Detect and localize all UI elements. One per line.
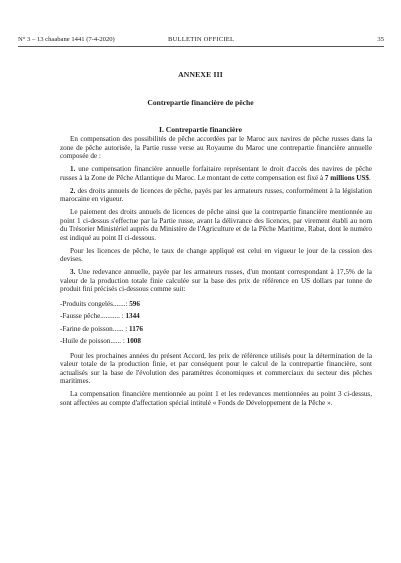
item-1-text: une compensation financière annuelle forfaitaire représentant le droit d'accès des navires de pêche russes à la Zone de Pêche Atlantique du Maroc. Le montant de cette compensation est fixé à <box>60 165 372 182</box>
product-price: 1176 <box>129 324 143 333</box>
item-1-amount: 7 millions US$ <box>324 173 369 182</box>
publication-name: BULLETIN OFFICIEL <box>168 36 235 43</box>
item-2-paragraph <box>60 187 372 204</box>
price-row-fish-meal <box>60 323 372 335</box>
item-1-end: . <box>368 173 371 182</box>
item-1-number: 1. <box>70 165 76 174</box>
page-number: 35 <box>377 36 384 43</box>
document-title: Contrepartie financière de pêche <box>147 98 254 107</box>
header-rule <box>18 46 384 47</box>
allocation-paragraph: La compensation financière mentionnée au point 1 et les redevances mentionnées au point 3 ci-dessus, sont affectées au compte d'affectation spécial intitulé « Fonds de Développement de la Pêche ». <box>60 390 372 407</box>
product-label: -Farine de poisson...... : <box>60 324 130 333</box>
reference-prices-paragraph: Pour les prochaines années du présent Accord, les prix de référence utilisés pour la détermination de la valeur totale de la production finie, et par conséquent pour le calcul de la contrepartie financière, sont actualisés sur la base de l'évolution des paramètres économiques et commerciaux du secteur des pêches maritimes. <box>60 351 372 386</box>
price-row-fausse-peche <box>60 310 372 322</box>
price-row-frozen-products <box>60 298 372 310</box>
intro-paragraph: En compensation des possibilités de pêche accordées par le Maroc aux navires de pêche russes dans la zone de pêche autorisée, la Partie russe verse au Royaume du Maroc une contrepartie financière annuelle composée de : <box>60 135 372 161</box>
product-price: 1344 <box>125 312 140 321</box>
product-label: -Huile de poisson...... : <box>60 336 127 345</box>
item-1-paragraph <box>60 165 372 182</box>
annex-title: ANNEXE III <box>178 70 223 79</box>
issue-date: N° 3 – 13 chaabane 1441 (7-4-2020) <box>18 36 115 43</box>
item-2-text: des droits annuels de licences de pêche, payés par les armateurs russes, conformément à la législation marocaine en vigueur. <box>60 186 372 204</box>
reference-price-list <box>60 298 372 347</box>
section-title: I. Contrepartie financière <box>158 125 243 134</box>
product-label: -Fausse pêche........... : <box>60 312 126 321</box>
product-price: 596 <box>129 300 140 309</box>
payment-paragraph: Le paiement des droits annuels de licences de pêche ainsi que la contrepartie financière mentionnée au point 1 ci-dessus s'effectue par la Partie russe, avant la délivrance des licences, par virement établi au nom du Trésorier Ministériel auprès du Ministère de l'Agriculture et de la Pêche Maritime, Rabat, dont le numéro est indiqué au point II ci-dessous. <box>60 208 372 242</box>
product-label: -Produits congelés.......: <box>60 300 130 309</box>
price-row-fish-oil <box>60 335 372 347</box>
item-2-number: 2. <box>70 186 76 195</box>
item-3-number: 3. <box>70 268 76 277</box>
product-price: 1008 <box>126 336 141 345</box>
item-3-paragraph <box>60 268 372 294</box>
document-body <box>60 135 372 412</box>
item-3-text: Une redevance annuelle, payée par les armateurs russes, d'un montant correspondant à 17,5% de la valeur de la production totale finie calculée sur la base des prix de référence en US dollars par tonne de produit fini précisés ci-dessous comme suit: <box>60 268 372 294</box>
exchange-rate-paragraph: Pour les licences de pêche, le taux de change appliqué est celui en vigueur le jour de la cession des devises. <box>60 246 372 264</box>
